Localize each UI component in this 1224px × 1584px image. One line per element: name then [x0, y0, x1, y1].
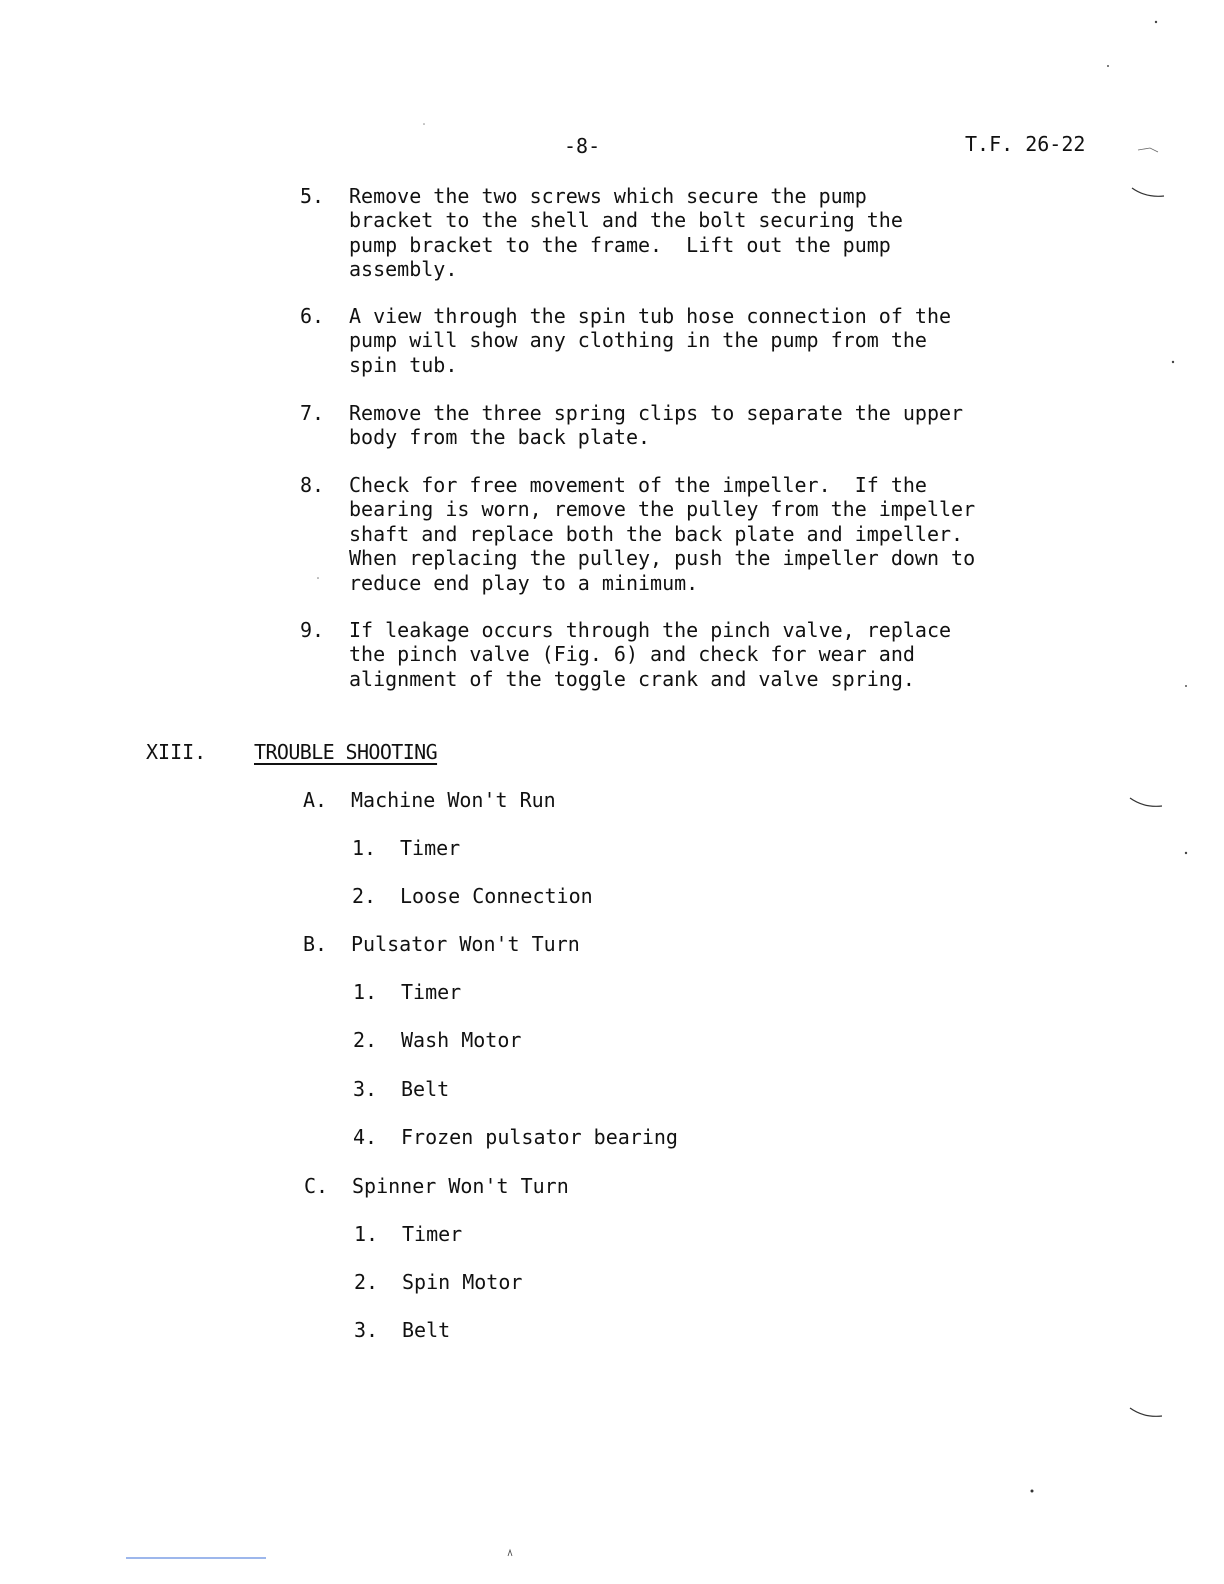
step-line: pump bracket to the frame. Lift out the pump — [349, 232, 891, 257]
binder-mark — [1130, 1408, 1162, 1416]
problem-title: Pulsator Won't Turn — [351, 932, 580, 956]
cause-text: Loose Connection — [400, 884, 593, 908]
cause-number: 2. — [352, 884, 377, 908]
cause-number: 1. — [353, 980, 378, 1004]
step-number: 6. — [300, 304, 325, 328]
problem-letter: C. — [304, 1174, 329, 1198]
problem-letter: A. — [303, 788, 328, 812]
cause-text: Timer — [400, 836, 461, 860]
section-numeral: XIII. — [146, 740, 207, 764]
cause-text: Timer — [401, 980, 462, 1004]
step-line: bearing is worn, remove the pulley from the impeller — [349, 497, 976, 522]
cause-number: 4. — [353, 1125, 378, 1149]
page-number: -8- — [564, 134, 601, 158]
step-line: A view through the spin tub hose connection of the — [349, 304, 952, 328]
step-line: body from the back plate. — [349, 425, 651, 450]
step-number: 5. — [300, 184, 325, 208]
cause-number: 2. — [353, 1028, 378, 1052]
cause-number: 2. — [354, 1270, 379, 1294]
section-title: TROUBLE SHOOTING — [254, 740, 438, 764]
step-line: reduce end play to a minimum. — [349, 570, 699, 595]
step-line: shaft and replace both the back plate and impeller. — [349, 521, 964, 546]
step-line: bracket to the shell and the bolt securing the — [349, 208, 903, 233]
step-line: If leakage occurs through the pinch valve, replace — [349, 618, 952, 642]
speck — [508, 1550, 512, 1556]
cause-number: 3. — [354, 1318, 379, 1342]
step-line: the pinch valve (Fig. 6) and check for wear and — [349, 642, 915, 667]
step-number: 9. — [300, 618, 325, 642]
problem-letter: B. — [303, 932, 328, 956]
binder-mark — [1130, 798, 1162, 806]
cause-number: 1. — [352, 836, 377, 860]
speck — [423, 123, 425, 125]
speck — [1185, 852, 1187, 854]
cause-number: 1. — [354, 1222, 379, 1246]
problem-title: Machine Won't Run — [351, 788, 556, 812]
cause-text: Spin Motor — [402, 1270, 523, 1294]
step-line: assembly. — [349, 257, 458, 282]
step-line: Check for free movement of the impeller. If the — [349, 473, 927, 497]
cause-number: 3. — [353, 1077, 378, 1101]
speck — [1185, 685, 1187, 687]
speck — [1172, 361, 1174, 363]
speck — [317, 577, 319, 579]
step-line: Remove the two screws which secure the pump — [349, 184, 867, 208]
step-number: 7. — [300, 401, 325, 425]
step-line: spin tub. — [349, 352, 458, 377]
speck — [1031, 1490, 1034, 1493]
speck — [1107, 65, 1109, 67]
cause-text: Frozen pulsator bearing — [401, 1125, 678, 1149]
cause-text: Wash Motor — [401, 1028, 522, 1052]
cause-text: Belt — [402, 1318, 451, 1342]
step-line: alignment of the toggle crank and valve spring. — [349, 666, 915, 691]
problem-title: Spinner Won't Turn — [352, 1174, 569, 1198]
step-line: Remove the three spring clips to separate the upper — [349, 401, 964, 425]
step-line: When replacing the pulley, push the impeller down to — [349, 546, 976, 571]
step-number: 8. — [300, 473, 325, 497]
speck — [1138, 148, 1158, 152]
document-reference: T.F. 26-22 — [965, 132, 1086, 156]
cause-text: Timer — [402, 1222, 463, 1246]
step-line: pump will show any clothing in the pump from the — [349, 328, 927, 353]
speck — [1155, 21, 1157, 23]
binder-mark — [1132, 188, 1164, 196]
cause-text: Belt — [401, 1077, 450, 1101]
